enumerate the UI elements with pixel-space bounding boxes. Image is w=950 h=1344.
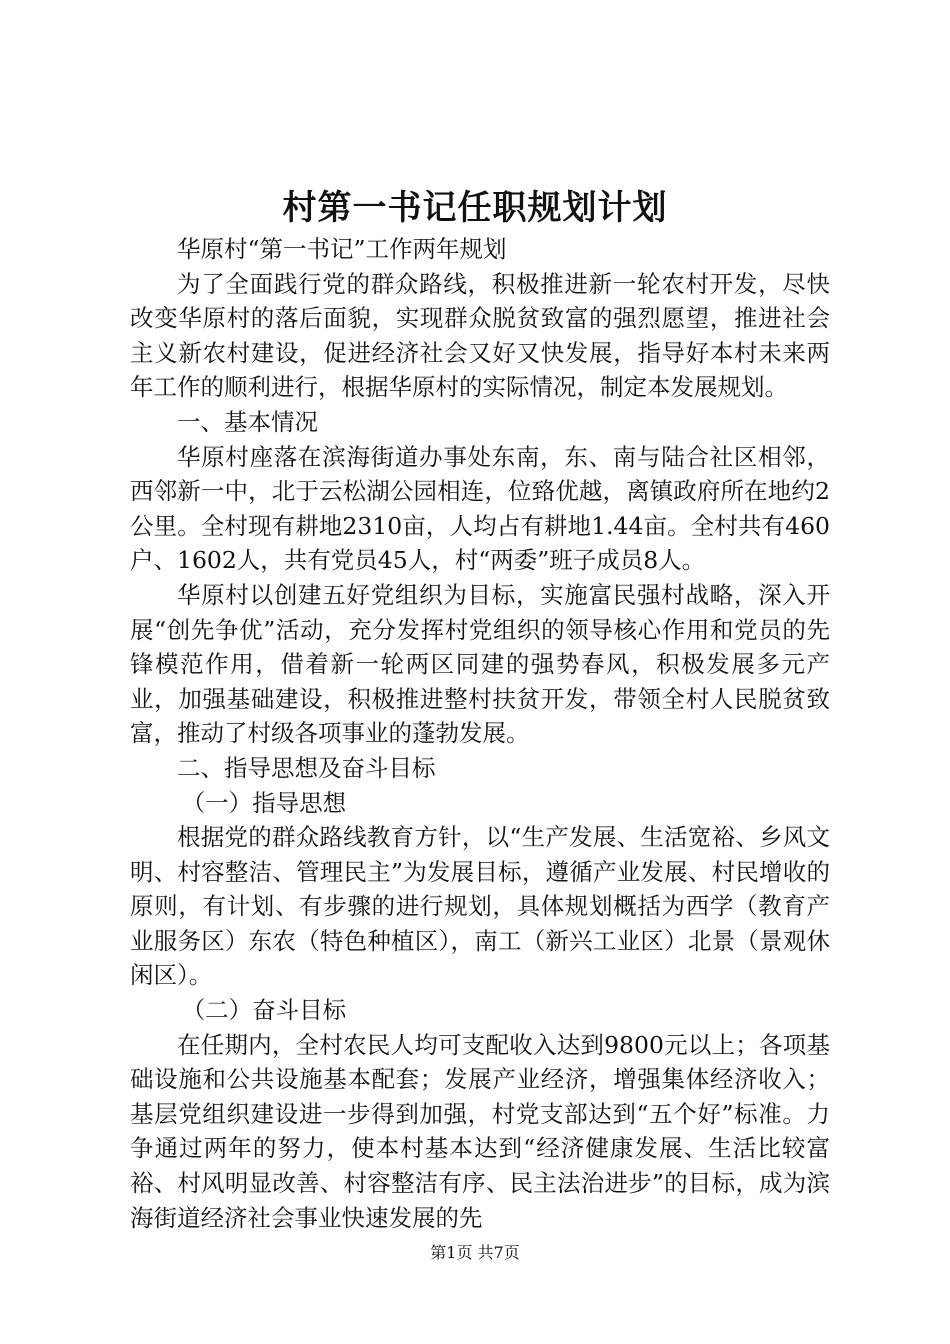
page-number-footer: 第1页 共7页 <box>430 1243 520 1262</box>
document-title: 村第一书记任职规划计划 <box>282 188 668 228</box>
subsection-heading-goals: （二）奋斗目标 <box>181 996 347 1025</box>
intro-paragraph: 为了全面践行党的群众路线，积极推进新一轮农村开发，尽快改变华原村的落后面貌，实现群众脱贫致富的强烈愿望，推进社会主义新农村建设，促进经济社会又好又快发展，指导好本村未来两年工作的顺利进行，根据华原村的实际情况，制定本发展规划。 <box>130 269 830 402</box>
document-subtitle: 华原村“第一书记”工作两年规划 <box>177 235 507 263</box>
section-heading-guiding-ideology: 二、指导思想及奋斗目标 <box>177 753 436 782</box>
paragraph-village-development: 华原村以创建五好党组织为目标，实施富民强村战略，深入开展“创先争优”活动，充分发挥村党组织的领导核心作用和党员的先锋模范作用，借着新一轮两区同建的强势春风，积极发展多元产业，加强基础建设，积极推进整村扶贫开发，带领全村人民脱贫致富，推动了村级各项事业的蓬勃发展。 <box>130 580 830 748</box>
paragraph-village-overview: 华原村座落在滨海街道办事处东南，东、南与陆合社区相邻，西邻新一中，北于云松湖公园相连，位臵优越，离镇政府所在地约2公里。全村现有耕地2310亩，人均占有耕地1.44亩。全村共有460户、1602人，共有党员45人，村“两委”班子成员8人。 <box>130 442 830 575</box>
paragraph-goals: 在任期内，全村农民人均可支配收入达到9800元以上；各项基础设施和公共设施基本配套；发展产业经济，增强集体经济收入；基层党组织建设进一步得到加强，村党支部达到“五个好”标准。力争通过两年的努力，使本村基本达到“经济健康发展、生活比较富裕、村风明显改善、村容整洁有序、民主法治进步”的目标，成为滨海街道经济社会事业快速发展的先 <box>130 1030 830 1232</box>
paragraph-guiding-thought: 根据党的群众路线教育方针，以“生产发展、生活宽裕、乡风文明、村容整洁、管理民主”为发展目标，遵循产业发展、村民增收的原则，有计划、有步骤的进行规划，具体规划概括为西学（教育产业服务区）东农（特色种植区），南工（新兴工业区）北景（景观休闲区）。 <box>130 823 830 990</box>
document-body <box>130 232 830 1235</box>
subsection-heading-guiding-thought: （一）指导思想 <box>181 788 347 817</box>
section-heading-basic-situation: 一、基本情况 <box>177 407 318 436</box>
